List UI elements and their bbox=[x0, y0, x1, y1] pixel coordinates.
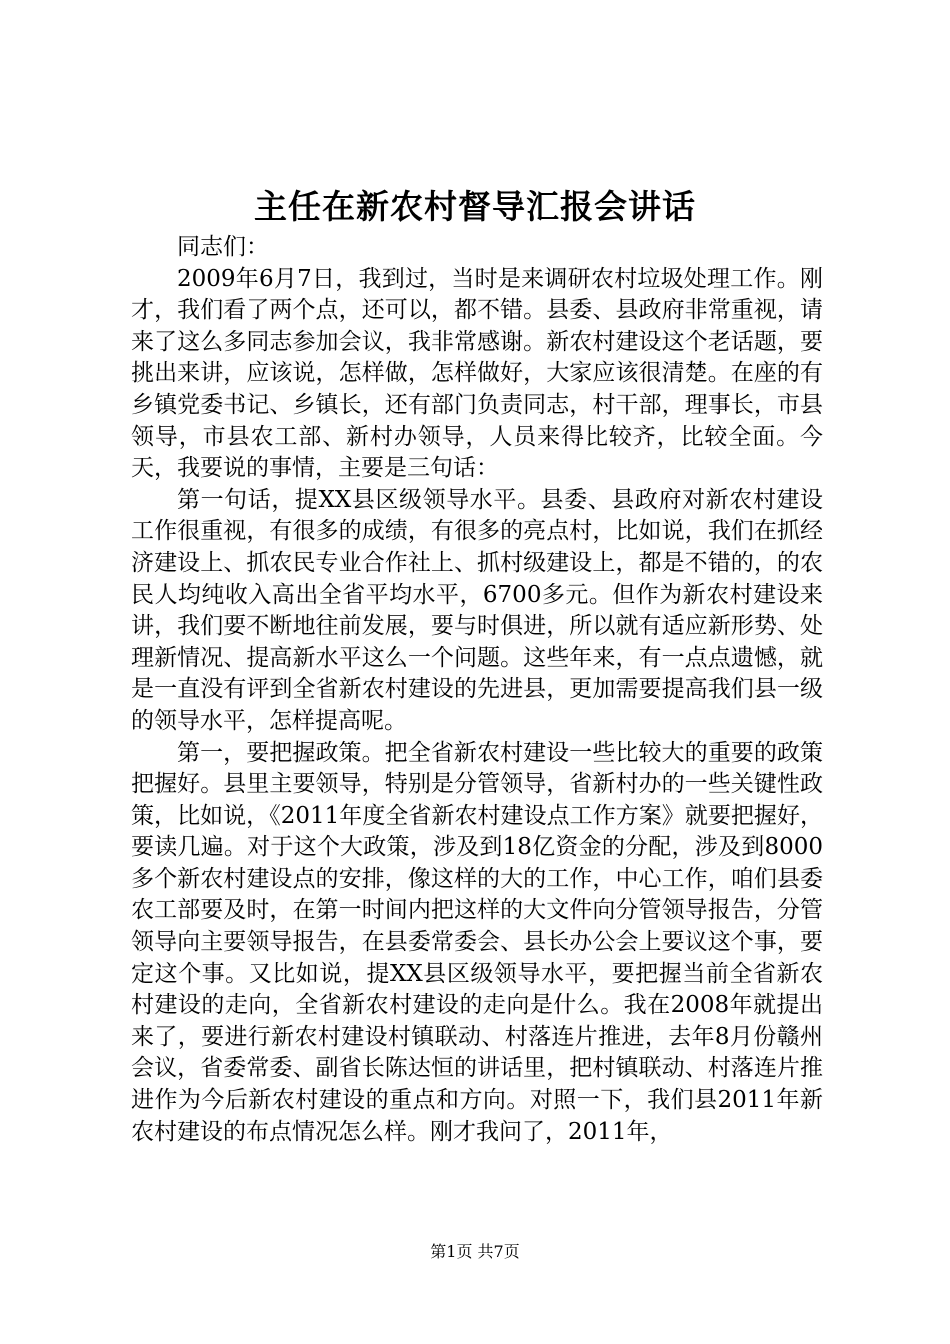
paragraph-3: 第一，要把握政策。把全省新农村建设一些比较大的重要的政策把握好。县里主要领导，特别是分管领导，省新村办的一些关键性政策，比如说，《2011年度全省新农村建设点工作方案》就要把握好，要读几遍。对于这个大政策，涉及到18亿资金的分配，涉及到8000多个新农村建设点的安排，像这样的大的工作，中心工作，咱们县委农工部要及时，在第一时间内把这样的大文件向分管领导报告，分管领导向主要领导报告，在县委常委会、县长办公会上要议这个事，要定这个事。又比如说，提XX县区级领导水平，要把握当前全省新农村建设的走向，全省新农村建设的走向是什么。我在2008年就提出来了，要进行新农村建设村镇联动、村落连片推进，去年8月份赣州会议，省委常委、副省长陈达恒的讲话里，把村镇联动、村落连片推进作为今后新农村建设的重点和方向。对照一下，我们县2011年新农村建设的布点情况怎么样。刚才我问了，2011年， bbox=[131, 739, 823, 1145]
document-title: 主任在新农村督导汇报会讲话 bbox=[254, 187, 696, 226]
paragraph-1: 2009年6月7日，我到过，当时是来调研农村垃圾处理工作。刚才，我们看了两个点，还可以，都不错。县委、县政府非常重视，请来了这么多同志参加会议，我非常感谢。新农村建设这个老话题，要挑出来讲，应该说，怎样做，怎样做好，大家应该很清楚。在座的有乡镇党委书记、乡镇长，还有部门负责同志，村干部，理事长，市县领导，市县农工部、新村办领导，人员来得比较齐，比较全面。今天，我要说的事情，主要是三句话： bbox=[131, 265, 823, 482]
document-body bbox=[131, 232, 823, 1148]
paragraph-2: 第一句话，提XX县区级领导水平。县委、县政府对新农村建设工作很重视，有很多的成绩，有很多的亮点村，比如说，我们在抓经济建设上、抓农民专业合作社上、抓村级建设上，都是不错的，的农民人均纯收入高出全省平均水平，6700多元。但作为新农村建设来讲，我们要不断地往前发展，要与时俱进，所以就有适应新形势、处理新情况、提高新水平这么一个问题。这些年来，有一点点遗憾，就是一直没有评到全省新农村建设的先进县，更加需要提高我们县一级的领导水平，怎样提高呢。 bbox=[131, 486, 823, 734]
salutation: 同志们： bbox=[177, 234, 269, 260]
page-footer: 第1页 共7页 bbox=[430, 1242, 520, 1261]
